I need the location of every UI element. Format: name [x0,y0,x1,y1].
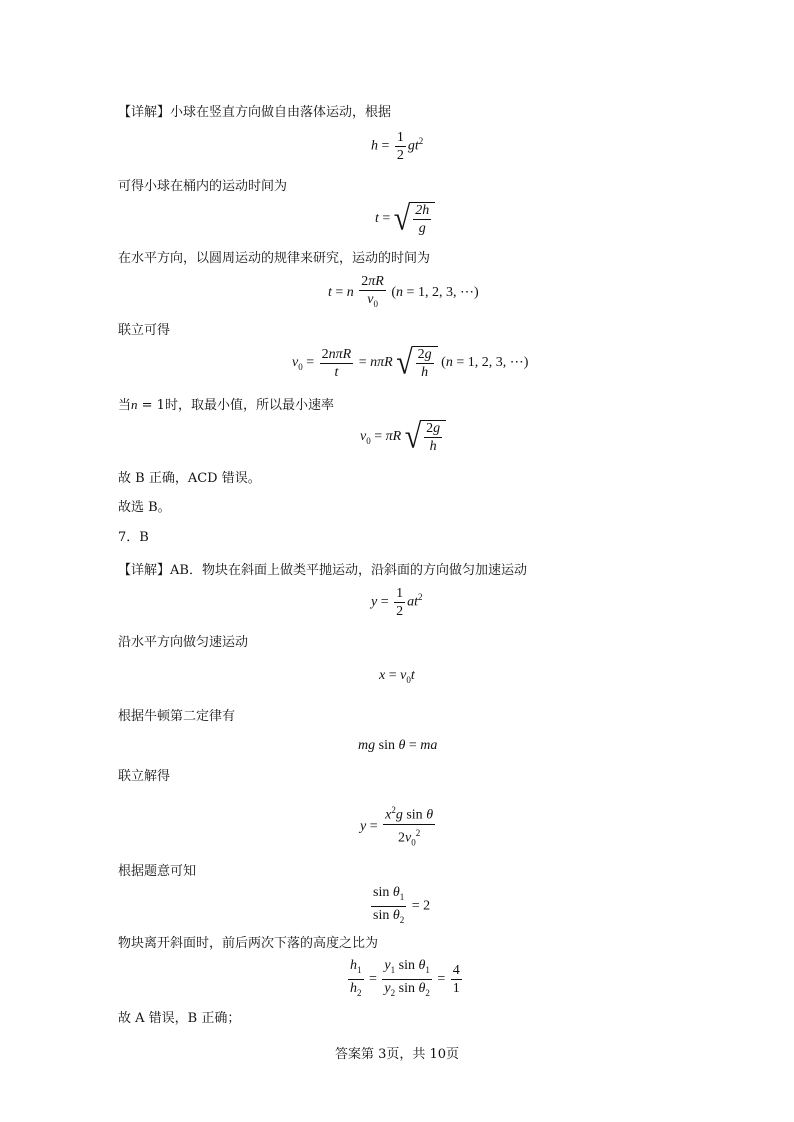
text-line-12: 联立解得 [118,769,171,784]
equation-newton: mg sin θ = ma [358,738,438,753]
text-line-4: 联立可得 [118,323,171,338]
text-line-13: 根据题意可知 [118,864,197,879]
text-line-3: 在水平方向，以圆周运动的规律来研究，运动的时间为 [118,251,431,266]
text-line-14: 物块离开斜面时，前后两次下落的高度之比为 [118,936,379,951]
text-line-11: 根据牛顿第二定律有 [118,709,236,724]
equation-y: y = $\frac{1}{2}$ $at^2$ [371,586,423,619]
equation-sin-ratio: $\frac{\sin \theta_1}{\sin \theta_2}$ = 2 [373,885,431,925]
equation-t: t = √ $\frac{2h}{g}$ [375,202,435,236]
equation-y-solution: y = $\frac{x^2g \sin \theta}{2v_0^2}$ [360,805,434,848]
equation-v0-min: $v_0 = \pi R$ √ $\frac{2g}{h}$ [360,420,446,454]
equation-x: $x = v_0t$ [379,668,415,685]
text-line-2: 可得小球在桶内的运动时间为 [118,179,288,194]
equation-h: h = $\frac{1}{2}$ $gt^2$ [371,130,424,163]
equation-v0-general: $v_0$ = $\frac{\text{2nπR}}{t}$ = nπR √ $\frac{2g}{h}$ (n = 1, 2, 3, ⋯) [292,343,529,382]
text-line-1: 【详解】小球在竖直方向做自由落体运动，根据 [118,105,392,120]
text-line-10: 沿水平方向做匀速运动 [118,635,249,650]
text-line-5: 当n = 1时，取最小值，所以最小速率 [118,397,334,413]
question-number-7: 7．B [118,530,149,545]
equation-h-ratio: $\frac{h_1}{h_2}$ = $\frac{y_1 \sin \theta_1}{y_2 \sin \theta_2}$ = $\frac{4}{1}$ [350,958,460,998]
text-line-15: 故 A 错误，B 正确； [118,1011,241,1026]
text-line-6: 故 B 正确，ACD 错误。 [118,471,261,486]
text-line-7: 故选 B。 [118,500,171,515]
text-line-9: 【详解】AB．物块在斜面上做类平抛运动，沿斜面的方向做匀加速运动 [118,563,527,578]
equation-time-circular: t = n $\frac{2\pi R}{v_0}$ (n = 1, 2, 3, ⋯) [328,274,479,309]
page-footer: 答案第 3页，共 10页 [334,1047,460,1062]
